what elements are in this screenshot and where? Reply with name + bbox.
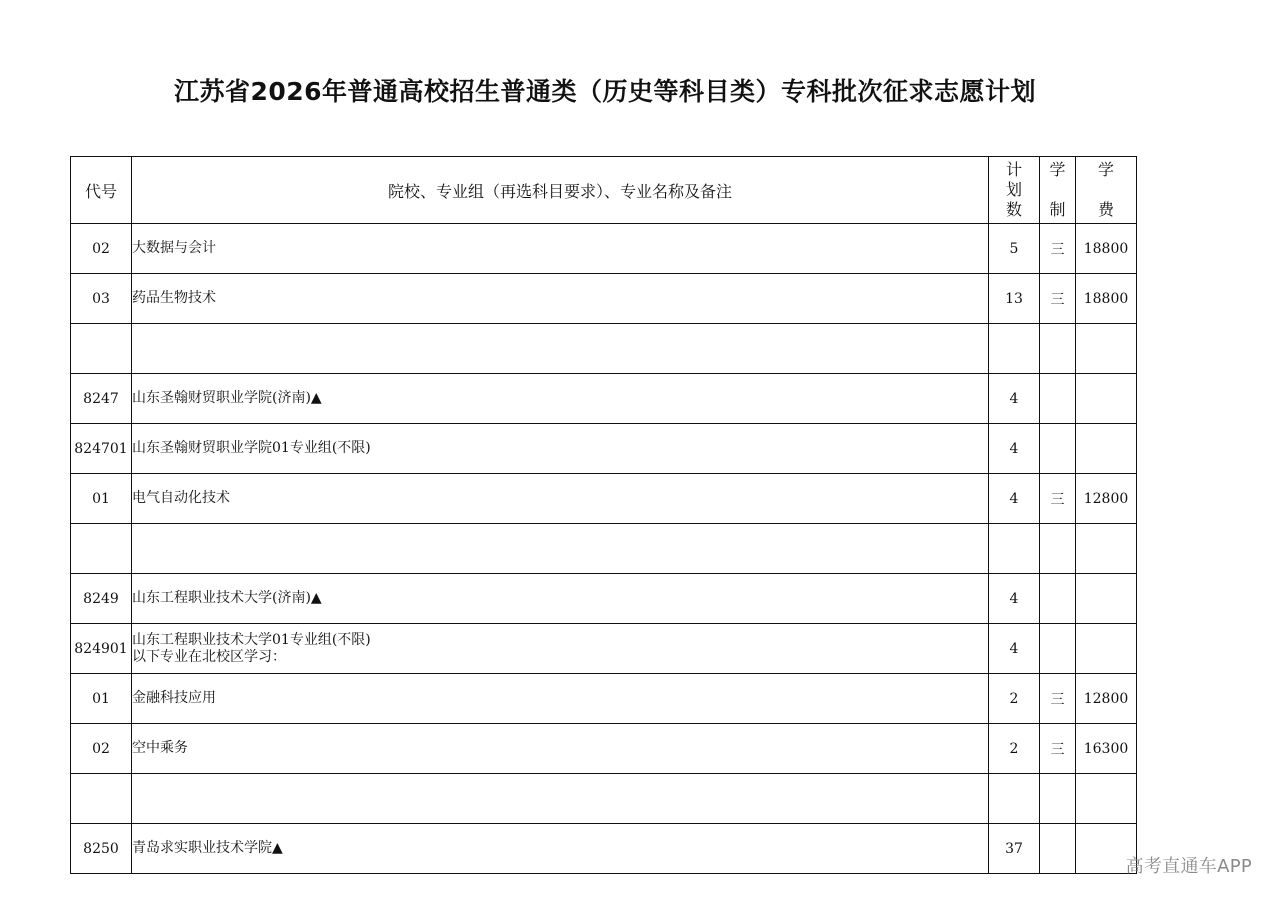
- cell-code: [71, 524, 132, 574]
- header-fee-char: 学: [1097, 160, 1114, 179]
- cell-code: 8247: [71, 374, 132, 424]
- cell-name: [132, 674, 989, 724]
- table-row: [71, 324, 1137, 374]
- table-row: [71, 524, 1137, 574]
- cell-fee: 12800: [1076, 674, 1137, 724]
- header-duration-char: 制: [1049, 200, 1066, 219]
- cell-plan: [989, 524, 1040, 574]
- table-row: [71, 624, 1137, 674]
- cell-code: 824701: [71, 424, 132, 474]
- cell-name: [132, 724, 989, 774]
- header-plan-char: 划: [1005, 180, 1022, 199]
- header-duration-char: 学: [1049, 160, 1066, 179]
- cell-duration: [1040, 524, 1076, 574]
- cell-fee: 12800: [1076, 474, 1137, 524]
- cell-name: [132, 824, 989, 874]
- header-code: 代号: [71, 157, 132, 224]
- cell-fee: [1076, 524, 1137, 574]
- cell-name: [132, 274, 989, 324]
- cell-name: [132, 474, 989, 524]
- watermark-text: 高考直通车APP: [1125, 856, 1252, 877]
- cell-duration: [1040, 774, 1076, 824]
- cell-name: [132, 324, 989, 374]
- cell-code: 8249: [71, 574, 132, 624]
- cell-name: [132, 224, 989, 274]
- cell-name-line: 山东圣翰财贸职业学院01专业组(不限): [132, 440, 371, 456]
- header-fee: [1076, 157, 1137, 224]
- cell-name: [132, 624, 989, 674]
- cell-plan: [989, 774, 1040, 824]
- cell-name: [132, 524, 989, 574]
- cell-fee: 18800: [1076, 224, 1137, 274]
- cell-duration: [1040, 624, 1076, 674]
- cell-name: [132, 574, 989, 624]
- cell-name-line: 电气自动化技术: [132, 490, 230, 506]
- cell-plan: 4: [989, 424, 1040, 474]
- cell-name-line: 青岛求实职业技术学院▲: [132, 840, 283, 856]
- cell-code: 8250: [71, 824, 132, 874]
- cell-plan: 2: [989, 674, 1040, 724]
- cell-name-line: 山东圣翰财贸职业学院(济南)▲: [132, 390, 322, 406]
- cell-code: 824901: [71, 624, 132, 674]
- cell-plan: [989, 324, 1040, 374]
- cell-duration: 三: [1040, 224, 1076, 274]
- cell-fee: [1076, 774, 1137, 824]
- cell-code: [71, 774, 132, 824]
- table-header-row: [71, 157, 1137, 224]
- cell-fee: [1076, 374, 1137, 424]
- table-body: [71, 224, 1137, 874]
- cell-fee: [1076, 424, 1137, 474]
- cell-name-line: 山东工程职业技术大学(济南)▲: [132, 590, 322, 606]
- cell-code: [71, 324, 132, 374]
- cell-name-line: 以下专业在北校区学习：: [132, 648, 286, 665]
- table-row: [71, 474, 1137, 524]
- cell-fee: 16300: [1076, 724, 1137, 774]
- table-row: [71, 424, 1137, 474]
- cell-name-line: 大数据与会计: [132, 240, 216, 256]
- cell-duration: [1040, 824, 1076, 874]
- cell-code: 01: [71, 674, 132, 724]
- page-title: 江苏省2026年普通高校招生普通类（历史等科目类）专科批次征求志愿计划: [173, 77, 1037, 106]
- cell-plan: 37: [989, 824, 1040, 874]
- cell-plan: 2: [989, 724, 1040, 774]
- cell-plan: 13: [989, 274, 1040, 324]
- cell-fee: [1076, 624, 1137, 674]
- cell-duration: [1040, 324, 1076, 374]
- table-row: [71, 774, 1137, 824]
- cell-duration: 三: [1040, 674, 1076, 724]
- cell-duration: 三: [1040, 724, 1076, 774]
- cell-duration: 三: [1040, 274, 1076, 324]
- cell-code: 03: [71, 274, 132, 324]
- cell-plan: 4: [989, 624, 1040, 674]
- cell-code: 02: [71, 224, 132, 274]
- cell-name: [132, 424, 989, 474]
- table-row: [71, 724, 1137, 774]
- cell-plan: 4: [989, 574, 1040, 624]
- cell-name: [132, 374, 989, 424]
- table-row: [71, 574, 1137, 624]
- cell-duration: [1040, 374, 1076, 424]
- header-fee-char: 费: [1097, 200, 1114, 219]
- cell-duration: 三: [1040, 474, 1076, 524]
- cell-name-line: 山东工程职业技术大学01专业组(不限): [132, 631, 371, 648]
- header-plan: [989, 157, 1040, 224]
- cell-plan: 5: [989, 224, 1040, 274]
- cell-name-line: 药品生物技术: [132, 290, 216, 306]
- cell-code: 02: [71, 724, 132, 774]
- table-row: [71, 224, 1137, 274]
- table-row: [71, 374, 1137, 424]
- header-plan-char: 计: [1005, 160, 1022, 179]
- header-duration: [1040, 157, 1076, 224]
- cell-duration: [1040, 424, 1076, 474]
- header-plan-char: 数: [1005, 200, 1022, 219]
- table-row: [71, 824, 1137, 874]
- cell-fee: [1076, 574, 1137, 624]
- admission-plan-table: [70, 156, 1137, 874]
- cell-name-line: 金融科技应用: [132, 690, 216, 706]
- cell-name-line: 空中乘务: [132, 740, 188, 756]
- cell-name: [132, 774, 989, 824]
- cell-plan: 4: [989, 474, 1040, 524]
- cell-plan: 4: [989, 374, 1040, 424]
- table-row: [71, 274, 1137, 324]
- table-row: [71, 674, 1137, 724]
- cell-duration: [1040, 574, 1076, 624]
- cell-code: 01: [71, 474, 132, 524]
- cell-fee: [1076, 324, 1137, 374]
- header-name: 院校、专业组（再选科目要求）、专业名称及备注: [132, 157, 989, 224]
- cell-fee: 18800: [1076, 274, 1137, 324]
